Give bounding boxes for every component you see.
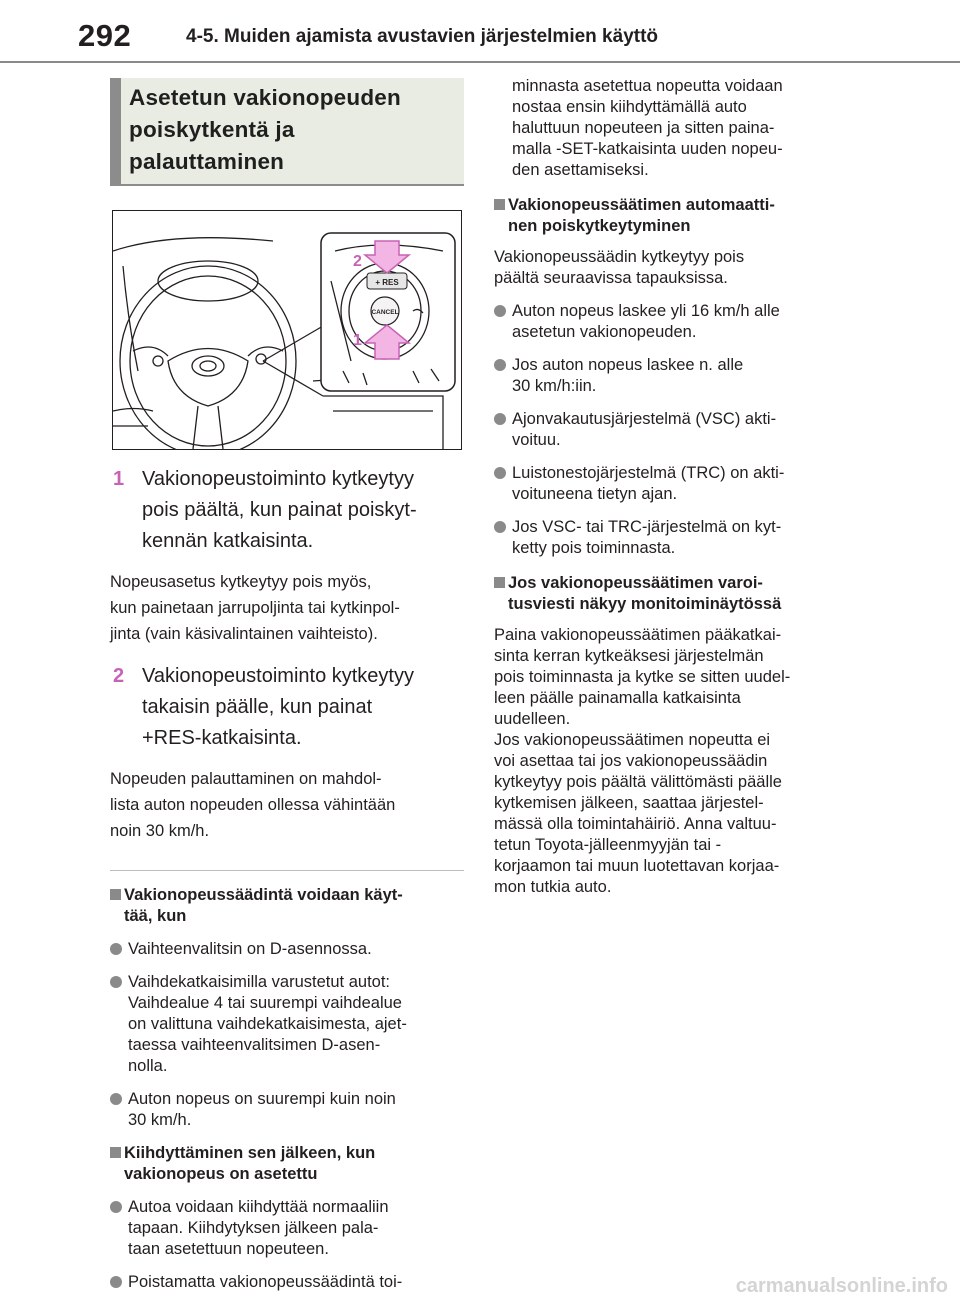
bullet-c-3: Ajonvakautusjärjestelmä (VSC) akti- voituu. — [494, 409, 850, 451]
topic-title-box — [110, 78, 464, 186]
heading-usage-conditions: Vakionopeussäädintä voidaan käyt- tää, kun — [110, 885, 464, 927]
topic-title-line-3: palauttaminen — [129, 149, 285, 174]
right-column — [494, 76, 850, 898]
bullet-b-2: Poistamatta vakionopeussäädintä toi- — [110, 1272, 464, 1293]
topic-title-line-2: poiskytkentä ja — [129, 117, 295, 142]
step-1-number: 1 — [113, 468, 125, 490]
steering-wheel-illustration — [112, 210, 462, 450]
step-1-text: Vakionopeustoiminto kytkeytyy pois päältä, kun painat poiskyt- kennän katkaisinta. — [142, 468, 417, 552]
continued-text: minnasta asetettua nopeutta voidaan nostaa ensin kiihdyttämällä auto haluttuun nopeuteen ja sitten paina- malla -SET-katkaisinta uuden nopeu- den asettamiseksi. — [512, 77, 783, 179]
bullet-c-5: Jos VSC- tai TRC-järjestelmä on kyt- ketty pois toiminnasta. — [494, 517, 850, 559]
bullet-a-3: Auton nopeus on suurempi kuin noin 30 km/h. — [110, 1089, 464, 1131]
left-column — [110, 78, 464, 1293]
bullet-b-1: Autoa voidaan kiihdyttää normaaliin tapaan. Kiihdytyksen jälkeen pala- taan asetettuun nopeuteen. — [110, 1197, 464, 1260]
page-header — [0, 0, 960, 62]
auto-cancel-intro: Vakionopeussäädin kytkeytyy pois päältä seuraavissa tapauksissa. — [494, 248, 745, 287]
bullet-c-4: Luistonestojärjestelmä (TRC) on akti- voituneena tietyn ajan. — [494, 463, 850, 505]
section-title: 4-5. Muiden ajamista avustavien järjestelmien käyttö — [186, 26, 659, 47]
step-2-note: Nopeuden palauttaminen on mahdol- lista auton nopeuden ollessa vähintään noin 30 km/h. — [110, 770, 396, 840]
bullet-c-2: Jos auton nopeus laskee n. alle 30 km/h:iin. — [494, 355, 850, 397]
res-button-label: + RES — [375, 278, 399, 287]
watermark: carmanualsonline.info — [735, 1275, 948, 1297]
section-separator — [110, 870, 464, 871]
page-number: 292 — [78, 18, 132, 53]
header-rule — [0, 61, 960, 63]
step-2-text: Vakionopeustoiminto kytkeytyy takaisin päälle, kun painat +RES-katkaisinta. — [142, 665, 414, 749]
topic-title-line-1: Asetetun vakionopeuden — [129, 85, 401, 110]
step-1 — [110, 464, 464, 557]
callout-2: 2 — [353, 253, 362, 270]
bullet-a-1: Vaihteenvalitsin on D-asennossa. — [110, 939, 464, 960]
heading-acceleration: Kiihdyttäminen sen jälkeen, kun vakionopeus on asetettu — [110, 1143, 464, 1185]
heading-auto-cancel: Vakionopeussäätimen automaatti- nen poiskytkeytyminen — [494, 195, 850, 237]
bullet-c-1: Auton nopeus laskee yli 16 km/h alle asetetun vakionopeuden. — [494, 301, 850, 343]
bullet-a-2: Vaihdekatkaisimilla varustetut autot: Vaihdealue 4 tai suurempi vaihdealue on valittuna vaihdekatkaisimesta, ajet- taessa vaihteenvalitsimen D-asen- nolla. — [110, 972, 464, 1077]
step-1-note: Nopeusasetus kytkeytyy pois myös, kun painetaan jarrupoljinta tai kytkinpol- jinta (vain käsivalintainen vaihteisto). — [110, 573, 400, 643]
cancel-button-label: CANCEL — [371, 309, 399, 316]
heading-warning-message: Jos vakionopeussäätimen varoi- tusviesti näkyy monitoiminäytössä — [494, 573, 850, 615]
step-2-number: 2 — [113, 665, 125, 687]
step-2 — [110, 661, 464, 754]
callout-1: 1 — [353, 332, 362, 349]
warning-paragraph: Paina vakionopeussäätimen pääkatkai- sinta kerran kytkeäksesi järjestelmän pois toiminnasta ja kytke se sitten uudel- leen päälle painamalla katkaisinta uudelleen. Jos vakionopeussäätimen nopeutta ei voi asettaa tai jos vakionopeussäädin kytkeytyy pois päältä välittömästi päälle kytkemisen jälkeen, saattaa järjestel- mässä olla toimintahäiriö. Anna valtuu- tetun Toyota-jälleenmyyjän tai - korjaamon tai muun luotettavan korjaa- mon tutkia auto. — [494, 626, 791, 896]
